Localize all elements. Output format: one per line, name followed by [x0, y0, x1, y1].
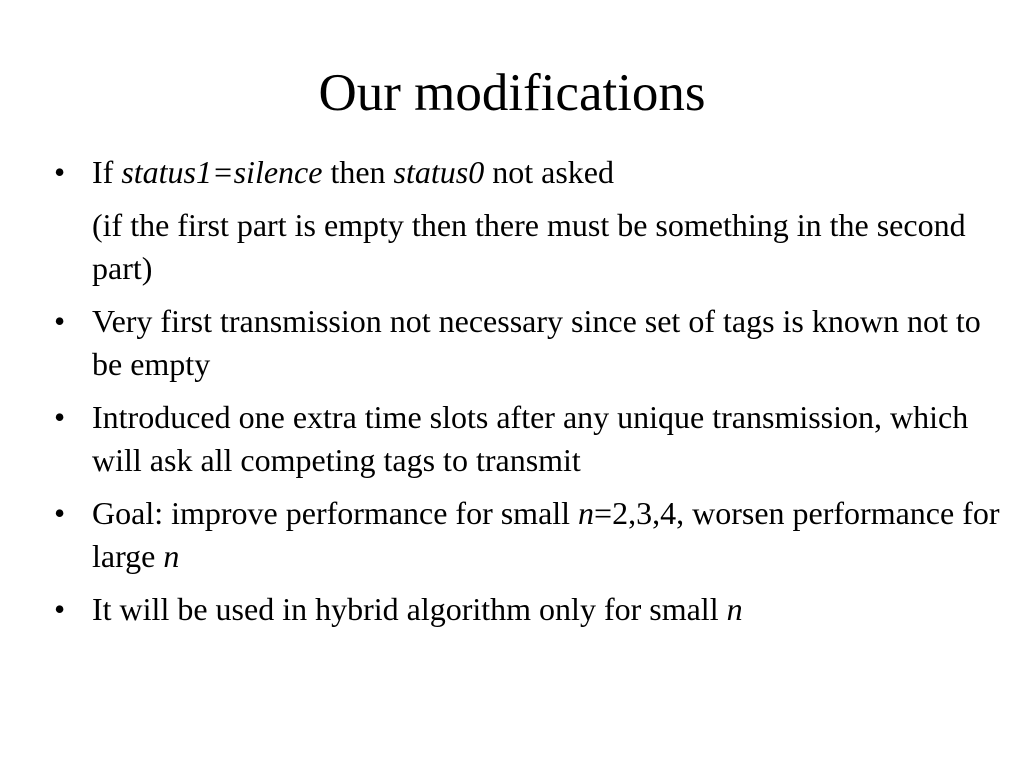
- bullet-dot-icon: •: [54, 154, 66, 190]
- bullet-continuation: (if the first part is empty then there must be something in the second part): [92, 207, 966, 286]
- bullet-item-goal: [0, 492, 1000, 578]
- bullet-text-prefix: Goal: improve performance for small: [92, 495, 579, 531]
- bullet-text-middle: =2,3,4, worsen performance for large: [92, 495, 1000, 574]
- bullet-italic-n: n: [726, 591, 743, 627]
- bullet-dot-icon: •: [54, 591, 66, 627]
- bullet-text-middle: then: [322, 154, 394, 190]
- bullet-text-prefix: It will be used in hybrid algorithm only for small: [92, 591, 727, 627]
- bullet-italic-status1: status1=silence: [121, 154, 323, 190]
- bullet-text-suffix: not asked: [484, 154, 614, 190]
- bullet-item-extra-slots: [0, 396, 1000, 482]
- bullet-item-first-transmission: [0, 300, 1000, 386]
- bullet-list: [0, 151, 1000, 641]
- bullet-italic-n: n: [578, 495, 595, 531]
- bullet-italic-n: n: [163, 538, 180, 574]
- bullet-text: Introduced one extra time slots after any unique transmission, which will ask all competing tags to transmit: [92, 399, 969, 478]
- bullet-italic-status0: status0: [393, 154, 485, 190]
- bullet-text: Very first transmission not necessary since set of tags is known not to be empty: [92, 303, 981, 382]
- bullet-item-hybrid: [0, 588, 1000, 631]
- bullet-dot-icon: •: [54, 303, 66, 339]
- slide-title: Our modifications: [318, 64, 706, 122]
- bullet-dot-icon: •: [54, 399, 66, 435]
- bullet-text-prefix: If: [92, 154, 122, 190]
- bullet-item-status: [0, 151, 1000, 290]
- bullet-dot-icon: •: [54, 495, 66, 531]
